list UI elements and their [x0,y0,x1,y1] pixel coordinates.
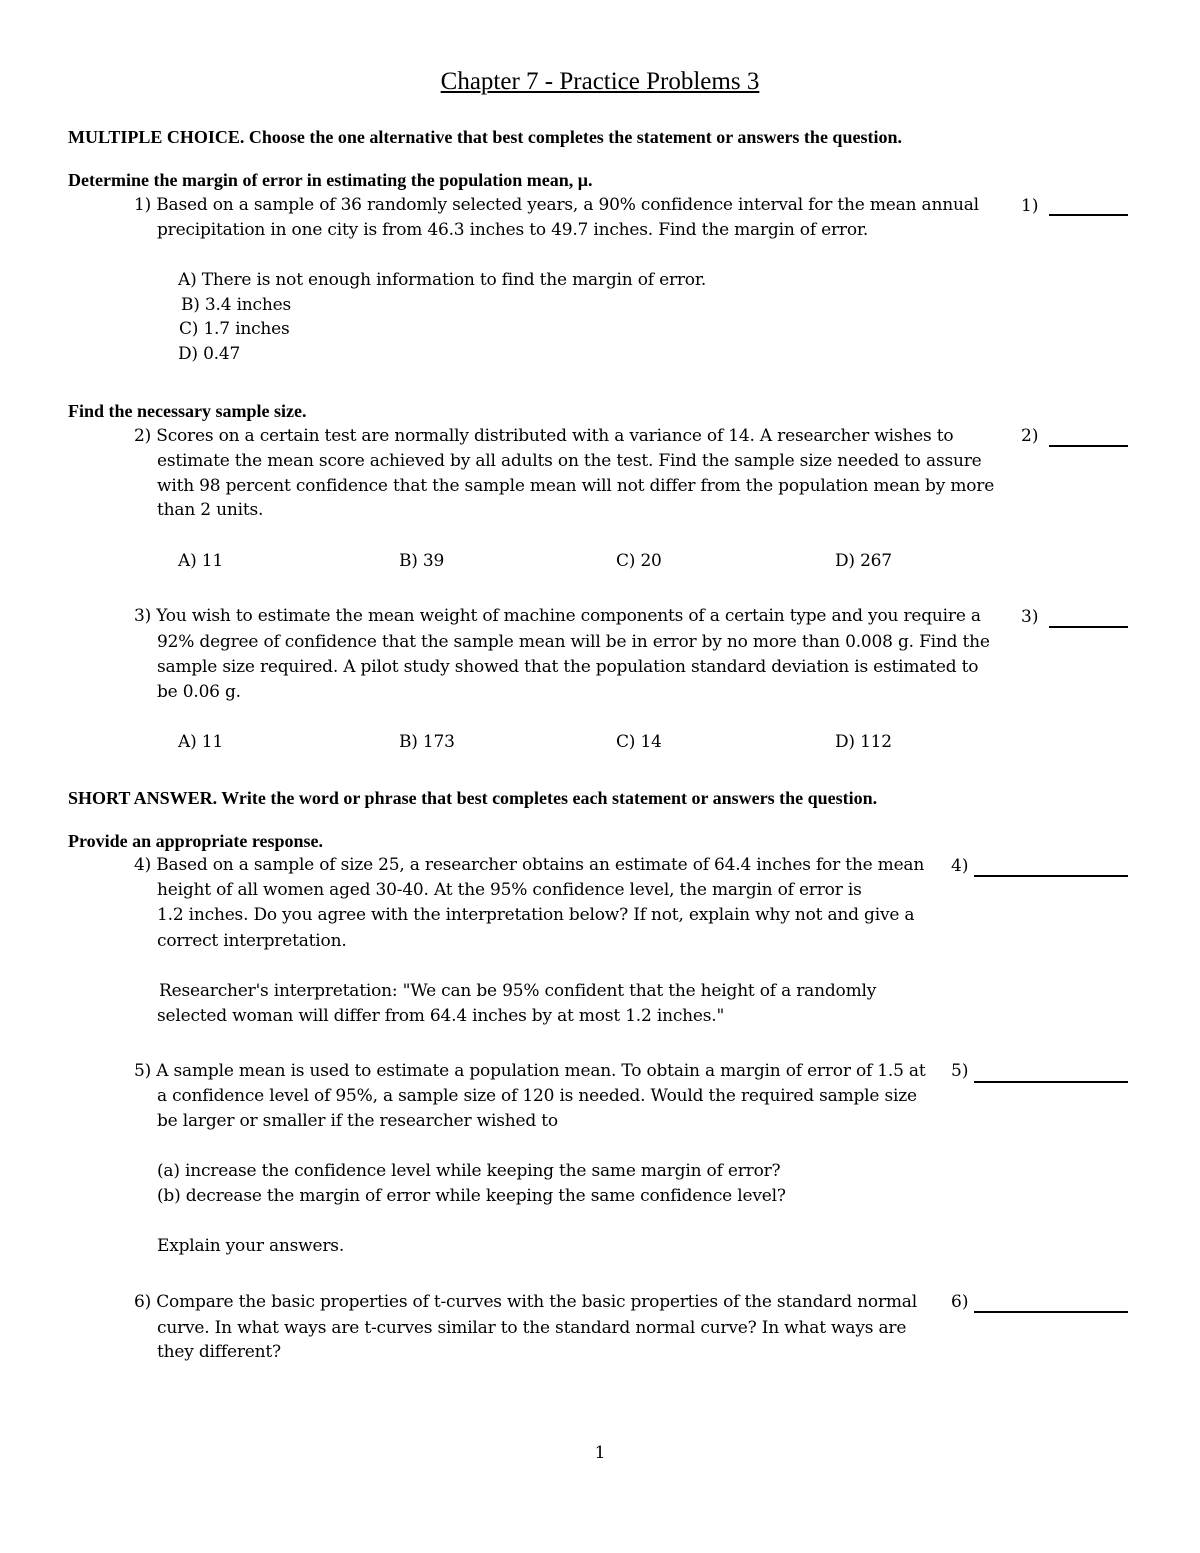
q6-answer-number: 6) [951,1292,969,1312]
q6-answer-blank[interactable] [974,1311,1128,1313]
q5-text-line-1: 5) A sample mean is used to estimate a population mean. To obtain a margin of error of 1.5 at [134,1061,926,1081]
q4-text-line-4: correct interpretation. [157,931,347,951]
q1-answer-number: 1) [1021,196,1039,216]
q5-part-b: (b) decrease the margin of error while keeping the same confidence level? [157,1186,786,1206]
q3-choice-d[interactable]: D) 112 [835,732,892,752]
q2-choice-d[interactable]: D) 267 [835,551,892,571]
q1-text-line-1: 1) Based on a sample of 36 randomly selected years, a 90% confidence interval for the mean annual [134,195,979,215]
q6-text-line-1: 6) Compare the basic properties of t-curves with the basic properties of the standard normal [134,1292,917,1312]
q3-choice-c[interactable]: C) 14 [616,732,662,752]
page-number: 1 [594,1443,606,1463]
q1-choice-b[interactable]: B) 3.4 inches [181,295,292,315]
q1-answer-blank[interactable] [1049,214,1128,216]
q5-answer-blank[interactable] [974,1081,1128,1083]
q3-choice-a[interactable]: A) 11 [178,732,223,752]
section-heading-sample-size: Find the necessary sample size. [68,401,307,421]
q3-answer-blank[interactable] [1049,626,1128,628]
q4-answer-blank[interactable] [974,875,1128,877]
q5-text-line-2: a confidence level of 95%, a sample size of 120 is needed. Would the required sample size [157,1086,917,1106]
q1-choice-a[interactable]: A) There is not enough information to find the margin of error. [178,270,707,290]
q4-interpretation-line-2: selected woman will differ from 64.4 inches by at most 1.2 inches." [157,1006,725,1026]
q2-text-line-3: with 98 percent confidence that the sample mean will not differ from the population mean by more [157,476,995,496]
sa-instructions: SHORT ANSWER. Write the word or phrase that best completes each statement or answers the question. [68,788,878,808]
q3-choice-b[interactable]: B) 173 [399,732,455,752]
q3-text-line-3: sample size required. A pilot study showed that the population standard deviation is estimated to [157,657,979,677]
q5-closing: Explain your answers. [157,1236,345,1256]
section-heading-margin-of-error: Determine the margin of error in estimating the population mean, μ. [68,170,593,190]
q2-choice-c[interactable]: C) 20 [616,551,662,571]
q4-text-line-2: height of all women aged 30-40. At the 95% confidence level, the margin of error is [157,880,862,900]
q2-choice-a[interactable]: A) 11 [178,551,223,571]
q5-answer-number: 5) [951,1061,969,1081]
q1-choice-c[interactable]: C) 1.7 inches [179,319,290,339]
q3-text-line-4: be 0.06 g. [157,682,241,702]
q1-choice-d[interactable]: D) 0.47 [178,344,241,364]
q4-answer-number: 4) [951,856,969,876]
q2-text-line-4: than 2 units. [157,500,264,520]
q2-answer-number: 2) [1021,426,1039,446]
q2-text-line-2: estimate the mean score achieved by all adults on the test. Find the sample size needed to assure [157,451,982,471]
q4-text-line-3: 1.2 inches. Do you agree with the interpretation below? If not, explain why not and give a [157,905,915,925]
q4-text-line-1: 4) Based on a sample of size 25, a researcher obtains an estimate of 64.4 inches for the mean [134,855,925,875]
q6-text-line-3: they different? [157,1342,281,1362]
mc-instructions: MULTIPLE CHOICE. Choose the one alternative that best completes the statement or answers the question. [68,127,902,147]
q6-text-line-2: curve. In what ways are t-curves similar to the standard normal curve? In what ways are [157,1318,907,1338]
q2-answer-blank[interactable] [1049,445,1128,447]
q5-text-line-3: be larger or smaller if the researcher wished to [157,1111,558,1131]
q2-text-line-1: 2) Scores on a certain test are normally distributed with a variance of 14. A researcher wishes to [134,426,954,446]
q2-choice-b[interactable]: B) 39 [399,551,445,571]
page-title: Chapter 7 - Practice Problems 3 [440,68,760,95]
q5-part-a: (a) increase the confidence level while keeping the same margin of error? [157,1161,781,1181]
section-heading-response: Provide an appropriate response. [68,831,324,851]
q3-answer-number: 3) [1021,607,1039,627]
q1-text-line-2: precipitation in one city is from 46.3 inches to 49.7 inches. Find the margin of error. [157,220,869,240]
q3-text-line-2: 92% degree of confidence that the sample mean will be in error by no more than 0.008 g. Find the [157,632,990,652]
q3-text-line-1: 3) You wish to estimate the mean weight of machine components of a certain type and you require a [134,606,981,626]
q4-interpretation-line-1: Researcher's interpretation: "We can be 95% confident that the height of a randomly [159,981,877,1001]
